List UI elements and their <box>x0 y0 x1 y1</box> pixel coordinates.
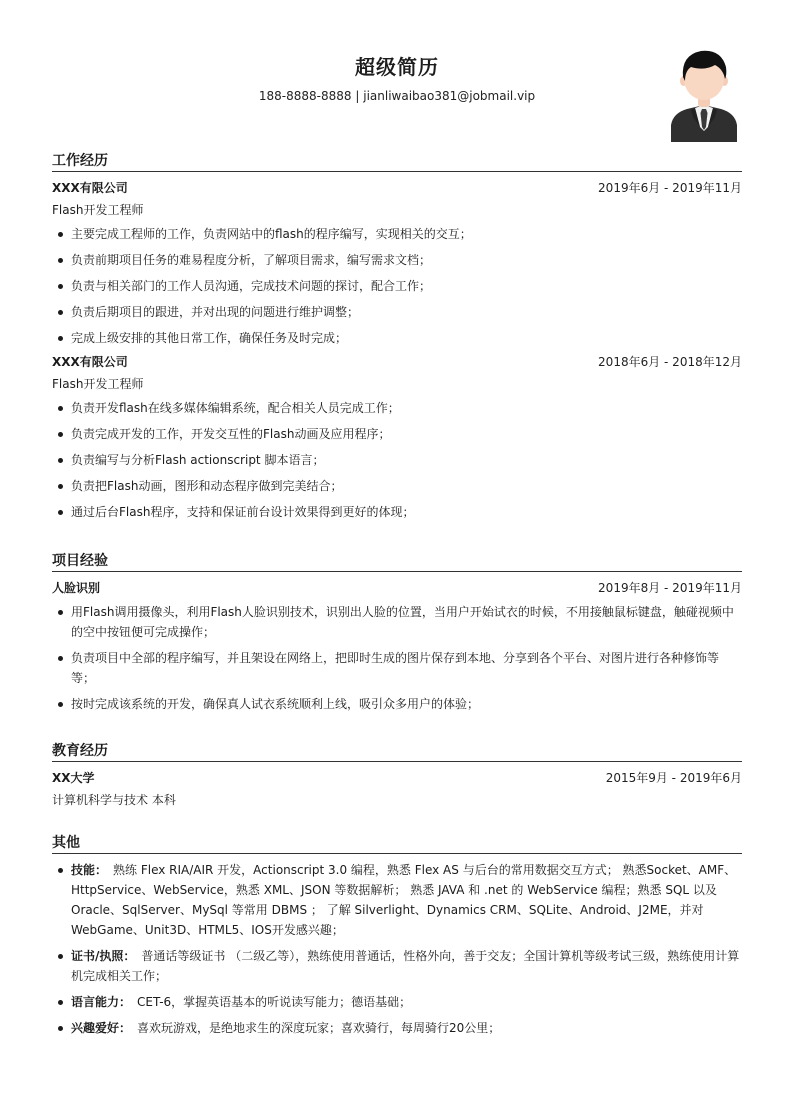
work-date-range: 2019年6月 - 2019年11月 <box>598 181 742 195</box>
list-item: 通过后台Flash程序，支持和保证前台设计效果得到更好的体现； <box>52 502 742 522</box>
hobbies-text: 喜欢玩游戏，是绝地求生的深度玩家；喜欢骑行，每周骑行20公里； <box>137 1021 501 1035</box>
certificates-label: 证书/执照： <box>71 949 136 963</box>
list-item: 用Flash调用摄像头，利用Flash人脸识别技术，识别出人脸的位置，当用户开始试衣的时候，不用接触鼠标键盘，触碰视频中的空中按钮便可完成操作； <box>52 602 742 642</box>
list-item <box>52 1018 742 1038</box>
list-item <box>52 946 742 986</box>
contact-separator: | <box>355 89 360 103</box>
list-item: 负责前期项目任务的难易程度分析，了解项目需求，编写需求文档； <box>52 250 742 270</box>
list-item <box>52 860 742 940</box>
company-name: XXX有限公司 <box>52 355 128 369</box>
candidate-name: 超级简历 <box>355 55 439 79</box>
skills-label: 技能： <box>71 863 108 877</box>
job-title: Flash开发工程师 <box>52 377 144 391</box>
work-duties-list <box>52 398 742 522</box>
language-label: 语言能力： <box>71 995 132 1009</box>
phone-number: 188-8888-8888 <box>258 89 352 103</box>
other-section <box>52 832 742 1044</box>
resume-header <box>52 52 742 104</box>
projects-section-title: 项目经验 <box>52 550 742 572</box>
work-section-title: 工作经历 <box>52 150 742 172</box>
language-text: CET-6，掌握英语基本的听说读写能力；德语基础； <box>137 995 412 1009</box>
school-name: XX大学 <box>52 771 95 785</box>
major-degree: 计算机科学与技术 本科 <box>52 793 176 807</box>
list-item: 负责把Flash动画，图形和动态程序做到完美结合； <box>52 476 742 496</box>
list-item: 负责后期项目的跟进，并对出现的问题进行维护调整； <box>52 302 742 322</box>
list-item: 负责与相关部门的工作人员沟通，完成技术问题的探讨，配合工作； <box>52 276 742 296</box>
contact-line <box>52 88 742 104</box>
skills-text: 熟练 Flex RIA/AIR 开发，Actionscript 3.0 编程，熟悉 Flex AS 与后台的常用数据交互方式； 熟悉Socket、AMF、HttpService、WebService，熟悉 XML、JSON 等数据解析； 熟悉 JAVA 和 .net 的 WebService 编程；熟悉 SQL 以及Oracle、SqlServer、MySql 等常用 DBMS ； 了解 Silverlight、Dynamics CRM、SQLite、Android、J2ME，并对WebGame、Unit3D、HTML5、IOS开发感兴趣； <box>71 863 737 937</box>
list-item: 负责完成开发的工作，开发交互性的Flash动画及应用程序； <box>52 424 742 444</box>
list-item: 负责项目中全部的程序编写，并且架设在网络上，把即时生成的图片保存到本地、分享到各个平台、对图片进行各种修饰等等； <box>52 648 742 688</box>
education-section-title: 教育经历 <box>52 740 742 762</box>
education-date-range: 2015年9月 - 2019年6月 <box>605 771 742 785</box>
project-date-range: 2019年8月 - 2019年11月 <box>598 581 742 595</box>
work-entry <box>52 354 742 522</box>
list-item <box>52 992 742 1012</box>
list-item: 负责编写与分析Flash actionscript 脚本语言； <box>52 450 742 470</box>
list-item: 负责开发flash在线多媒体编辑系统，配合相关人员完成工作； <box>52 398 742 418</box>
work-date-range: 2018年6月 - 2018年12月 <box>598 355 742 369</box>
certificates-text: 普通话等级证书 （二级乙等），熟练使用普通话，性格外向，善于交友；全国计算机等级考试三级，熟练使用计算机完成相关工作； <box>71 949 740 983</box>
other-list <box>52 860 742 1038</box>
resume-page <box>52 0 742 1107</box>
hobbies-label: 兴趣爱好： <box>71 1021 132 1035</box>
project-entry <box>52 580 742 714</box>
other-section-title: 其他 <box>52 832 742 854</box>
work-section <box>52 150 742 528</box>
work-duties-list <box>52 224 742 348</box>
list-item: 完成上级安排的其他日常工作，确保任务及时完成； <box>52 328 742 348</box>
work-entry <box>52 180 742 348</box>
avatar <box>669 47 739 142</box>
projects-section <box>52 550 742 720</box>
education-section <box>52 740 742 808</box>
project-duties-list <box>52 602 742 714</box>
project-name: 人脸识别 <box>52 581 101 595</box>
list-item: 主要完成工程师的工作，负责网站中的flash的程序编写，实现相关的交互； <box>52 224 742 244</box>
email-address: jianliwaibao381@jobmail.vip <box>363 89 536 103</box>
company-name: XXX有限公司 <box>52 181 128 195</box>
list-item: 按时完成该系统的开发，确保真人试衣系统顺利上线，吸引众多用户的体验； <box>52 694 742 714</box>
job-title: Flash开发工程师 <box>52 203 144 217</box>
